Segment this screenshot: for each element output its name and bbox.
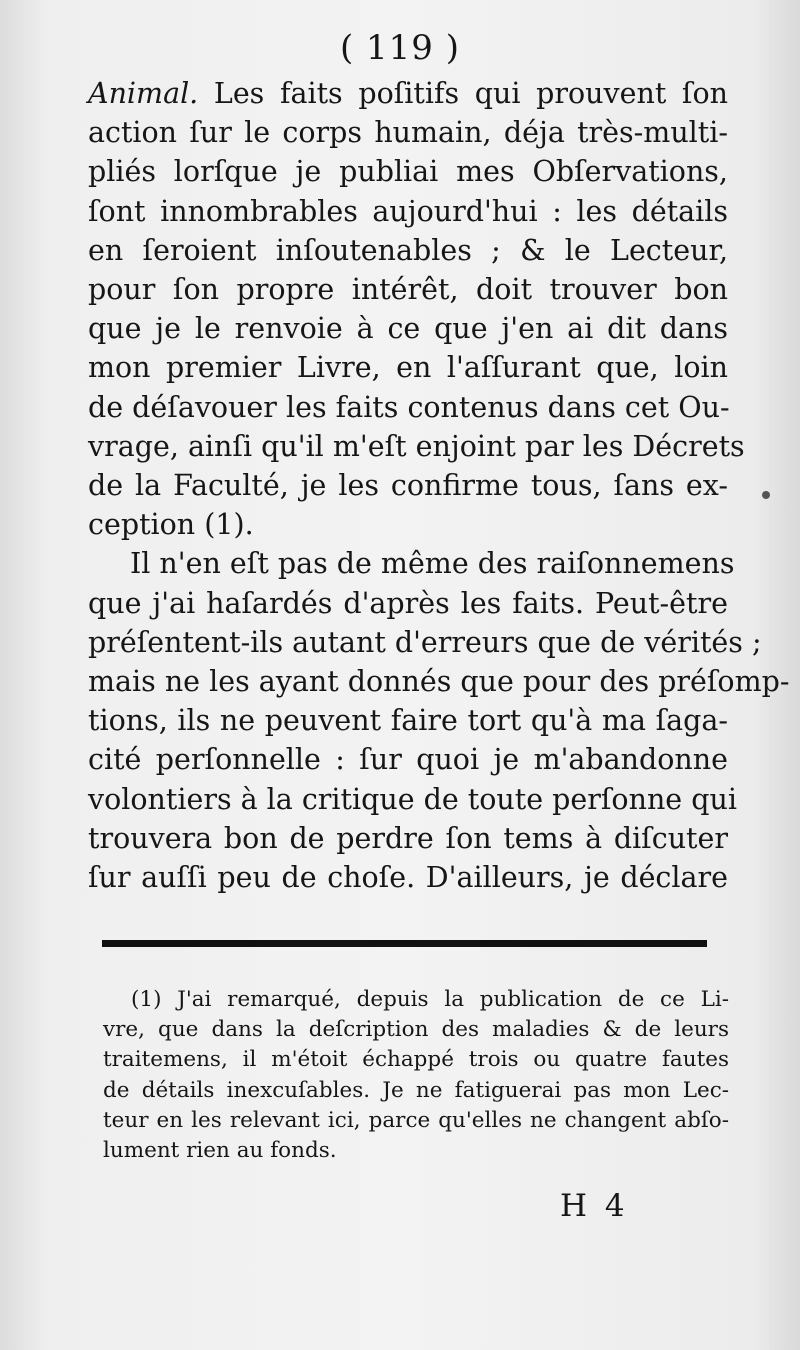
- text-line: [88, 662, 790, 701]
- main-text: [88, 74, 790, 897]
- text-line-text: préſentent-ils autant d'erreurs que de vérités ;: [88, 625, 762, 659]
- footnote-line-text: de détails inexcuſables. Je ne fatiguerai pas mon Lec-: [103, 1077, 729, 1103]
- text-line-text: ſont innombrables aujourd'hui : les détails: [88, 194, 728, 228]
- text-line-text: ception (1).: [88, 508, 254, 542]
- footnote: [103, 985, 729, 1166]
- footnote-line-text: lument rien au fonds.: [103, 1138, 337, 1164]
- footnote-line: [103, 1136, 729, 1166]
- text-line-text: mais ne les ayant donnés que pour des préſomp-: [88, 665, 790, 699]
- text-line: [88, 309, 728, 348]
- text-line-text: ſur auſſi peu de choſe. D'ailleurs, je déclare: [88, 861, 728, 895]
- ink-speck: [762, 491, 770, 499]
- text-line-text: pour ſon propre intérêt, doit trouver bon: [88, 273, 728, 307]
- text-line: [88, 74, 728, 113]
- text-line: [88, 701, 728, 740]
- text-line: [88, 819, 728, 858]
- text-line-text: Il n'en eſt pas de même des raiſonnemens: [130, 547, 735, 581]
- text-line-text: vrage, ainſi qu'il m'eſt enjoint par les Décrets: [88, 429, 745, 463]
- footnote-line: [103, 1106, 729, 1136]
- footnote-line-text: vre, que dans la deſcription des maladies & de leurs: [103, 1017, 729, 1043]
- footnote-rule: [102, 940, 707, 947]
- footnote-line-text: traitemens, il m'étoit échappé trois ou quatre fautes: [103, 1047, 729, 1073]
- text-line-text: Les faits poſitifs qui prouvent ſon: [213, 77, 728, 110]
- text-line: [88, 505, 728, 544]
- italic-lead-word: Animal.: [88, 77, 199, 110]
- text-line-text: volontiers à la critique de toute perſonne qui: [88, 782, 737, 816]
- text-line: [88, 740, 728, 779]
- text-line-text: que je le renvoie à ce que j'en ai dit dans: [88, 312, 728, 346]
- text-line-text: cité perſonnelle : ſur quoi je m'abandonne: [88, 743, 728, 777]
- text-line-text: action ſur le corps humain, déja très-multi-: [88, 116, 728, 150]
- text-line: [88, 623, 762, 662]
- footnote-line-text: teur en les relevant ici, parce qu'elles ne changent abſo-: [103, 1107, 729, 1133]
- text-line: [88, 270, 728, 309]
- text-line-text: de la Faculté, je les confirme tous, ſans ex-: [88, 469, 728, 503]
- text-line-text: tions, ils ne peuvent faire tort qu'à ma ſaga-: [88, 704, 728, 738]
- text-line: [88, 780, 737, 819]
- text-line: [88, 427, 745, 466]
- text-line: [88, 192, 728, 231]
- text-line: [88, 113, 728, 152]
- signature-mark: H 4: [560, 1188, 629, 1224]
- footnote-line: [103, 1045, 729, 1075]
- text-line: [88, 152, 728, 191]
- text-line: [88, 466, 728, 505]
- footnote-line-text: (1) J'ai remarqué, depuis la publication de ce Li-: [131, 987, 729, 1012]
- text-line-text: en ſeroient inſoutenables ; & le Lecteur,: [88, 233, 728, 267]
- text-line-text: pliés lorſque je publiai mes Obſervations,: [88, 155, 728, 189]
- page-number: ( 119 ): [339, 28, 461, 68]
- text-line: [88, 584, 728, 623]
- text-line-text: trouvera bon de perdre ſon tems à diſcuter: [88, 821, 728, 855]
- text-line: [88, 348, 728, 387]
- text-line-text: de déſavouer les faits contenus dans cet Ou-: [88, 390, 730, 424]
- footnote-line: [103, 1015, 729, 1045]
- text-line-text: mon premier Livre, en l'aſſurant que, loin: [88, 351, 728, 385]
- text-line: [88, 231, 728, 270]
- footnote-line: [103, 985, 729, 1015]
- footnote-line: [103, 1076, 729, 1106]
- text-line-text: que j'ai haſardés d'après les faits. Peut-être: [88, 586, 728, 620]
- text-line: [88, 544, 735, 583]
- text-line: [88, 858, 728, 897]
- text-line: [88, 388, 728, 427]
